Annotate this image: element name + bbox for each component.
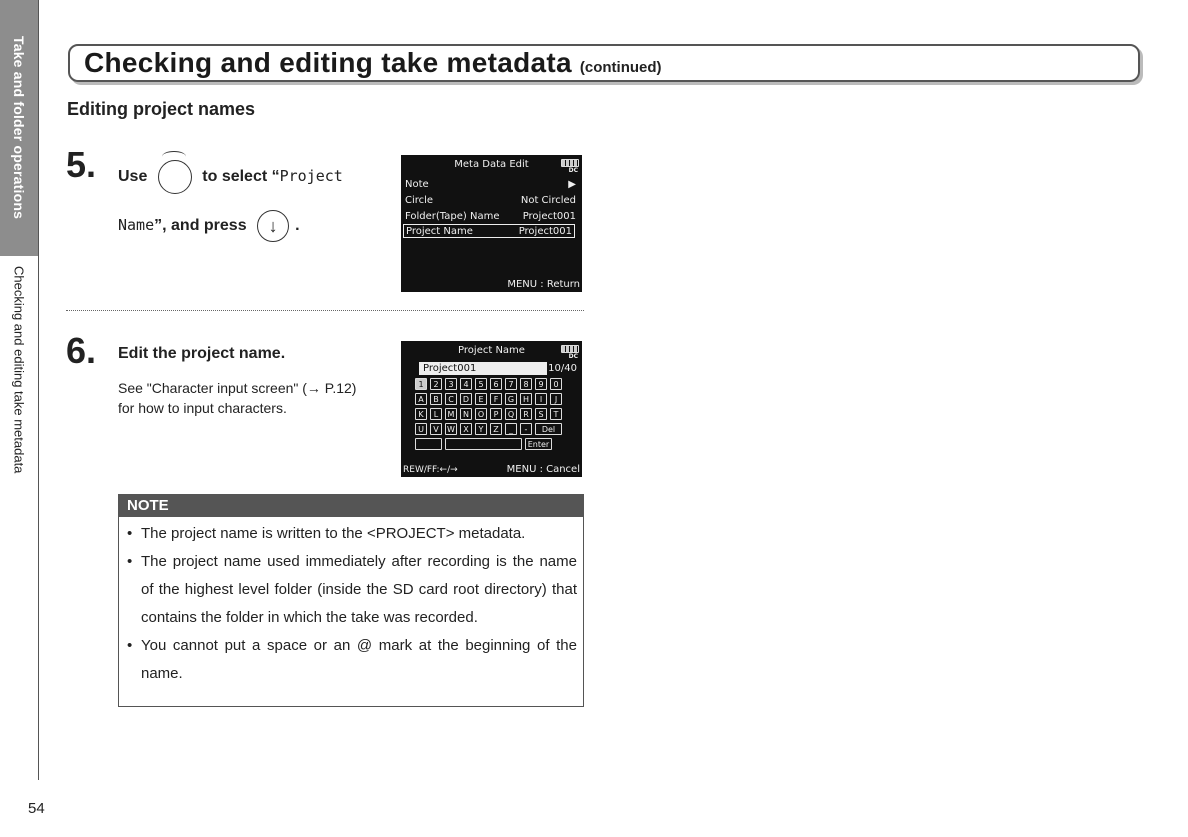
page-number: 54 [28,800,45,817]
key: _ [505,423,517,435]
key: U [415,423,427,435]
key: G [505,393,517,405]
character-keyboard [415,378,572,453]
key: B [430,393,442,405]
subsection-tab-label: Checking and editing take metadata [11,266,27,474]
key: T [550,408,562,420]
lcd1-row-label: Project Name [406,225,473,237]
key: D [460,393,472,405]
key: R [520,408,532,420]
lcd1-row-folder [405,209,576,223]
side-tab-column [0,0,39,780]
step-5-mono-project: Project [279,167,343,185]
lcd1-row-label: Circle [405,194,434,206]
lcd1-row-project-selected [403,224,575,238]
step-5-and-press: ”, and press [154,217,247,234]
note-item: • The project name used immediately after recording is the name of the highest level folder (inside the SD card root directory) that contains the folder in which the take was recorded. [141,548,577,632]
section-tab [0,0,38,256]
key: N [460,408,472,420]
page-title-continued: (continued) [579,58,662,76]
key: C [445,393,457,405]
press-icon: ↓ [257,210,289,242]
key: W [445,423,457,435]
key: F [490,393,502,405]
key: A [415,393,427,405]
lcd1-row-label: Note [405,178,429,190]
key: 8 [520,378,532,390]
key: K [415,408,427,420]
step-5-end: . [295,217,300,234]
step-5-mono-name: Name [118,216,155,234]
key: 4 [460,378,472,390]
lcd2-title: Project Name [458,345,525,356]
page-title-bar [68,44,1140,82]
battery-icon [561,345,579,353]
key-row-1 [415,378,572,390]
key: I [535,393,547,405]
arrow-right-icon: ▶ [568,178,576,190]
page-title: Checking and editing take metadata [84,47,572,78]
step-separator [66,310,584,311]
key-row-3 [415,408,572,420]
key-enter: Enter [525,438,552,450]
lcd1-title: Meta Data Edit [454,159,529,170]
step-5-to-select: to select “ [202,168,280,185]
meta-data-edit-screen [401,155,582,292]
key-space [445,438,522,450]
key: E [475,393,487,405]
note-box [118,494,584,707]
char-counter: 10/40 [548,363,577,374]
lcd1-row-circle [405,193,576,207]
step-6-title: Edit the project name. [118,345,286,362]
step-6-body: See "Character input screen" (→ P.12) for how to input characters. [118,380,357,416]
lcd1-row-value: Project001 [518,225,572,237]
key: J [550,393,562,405]
key: 3 [445,378,457,390]
section-heading: Editing project names [67,99,256,119]
key: - [520,423,532,435]
dc-indicator: DC [568,167,578,174]
lcd1-row-value: Not Circled [520,194,576,206]
key: 9 [535,378,547,390]
key: H [520,393,532,405]
battery-icon [561,159,579,167]
subsection-tab [0,266,38,526]
lcd1-footer: MENU : Return [507,279,580,290]
dial-icon [158,160,192,194]
key: Q [505,408,517,420]
lcd2-footer-right: MENU : Cancel [506,464,580,475]
dc-indicator: DC [568,353,578,360]
key: O [475,408,487,420]
key-del: Del [535,423,562,435]
step-5-use: Use [118,168,148,185]
lcd2-footer-left: REW/FF:←/→ [403,465,458,475]
section-tab-label: Take and folder operations [11,36,27,220]
key-row-2 [415,393,572,405]
step-5-number: 5. [66,144,97,185]
key-row-4 [415,423,572,435]
lcd1-row-label: Folder(Tape) Name [405,210,500,222]
lcd1-row-value: Project001 [522,210,576,222]
note-item: • You cannot put a space or an @ mark at the beginning of the name. [141,632,577,688]
key: Z [490,423,502,435]
note-list [119,517,583,688]
key: V [430,423,442,435]
key: L [430,408,442,420]
key-row-5 [415,438,572,450]
key: P [490,408,502,420]
project-name-input: Project001 [419,362,547,375]
key: 0 [550,378,562,390]
project-name-screen [401,341,582,477]
step-5-text [118,152,378,250]
key: 7 [505,378,517,390]
step-6-number: 6. [66,330,97,371]
key-blank [415,438,442,450]
key: 1 [415,378,427,390]
key: X [460,423,472,435]
key: Y [475,423,487,435]
key: 5 [475,378,487,390]
note-item: • The project name is written to the <PROJECT> metadata. [141,520,577,548]
note-heading: NOTE [119,495,583,517]
key: M [445,408,457,420]
key: 6 [490,378,502,390]
key: 2 [430,378,442,390]
key: S [535,408,547,420]
lcd1-row-note [405,177,576,191]
